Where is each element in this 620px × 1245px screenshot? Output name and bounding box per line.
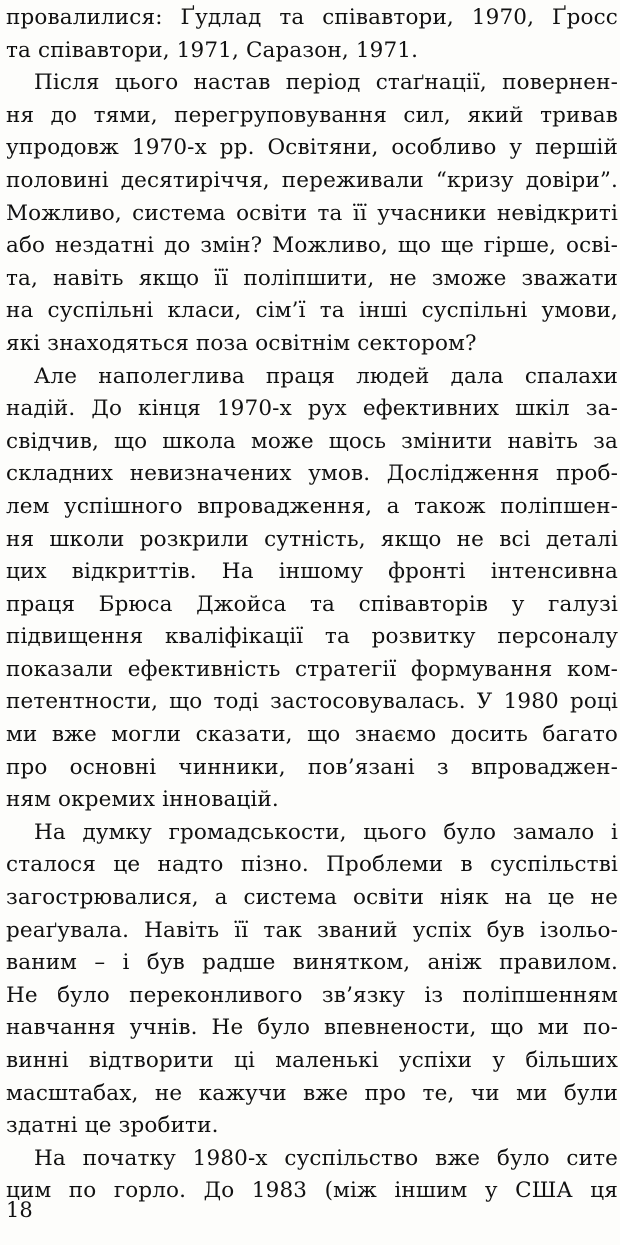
text-line: підвищення кваліфікації та розвитку персоналу xyxy=(6,624,618,650)
body-text xyxy=(6,2,618,1208)
text-line: реаґувала. Навіть її так званий успіх був ізольо- xyxy=(6,917,618,943)
text-line: провалилися: Ґудлад та співавтори, 1970, Ґросс xyxy=(6,5,618,30)
text-line: праця Брюса Джойса та співавторів у галузі xyxy=(6,591,618,617)
text-line: про основні чинники, пов’язані з впроваджен- xyxy=(6,754,618,780)
text-line: масштабах, не кажучи вже про те, чи ми були xyxy=(6,1080,618,1106)
text-line: навчання учнів. Не було впевнености, що ми по- xyxy=(6,1015,618,1041)
page-number: 18 xyxy=(6,1198,33,1222)
text-line: та, навіть якщо її поліпшити, не зможе зважати xyxy=(6,265,618,291)
text-line: винні відтворити ці маленькі успіхи у більших xyxy=(6,1048,618,1073)
text-line: або нездатні до змін? Можливо, що ще гірше, осві- xyxy=(6,233,618,259)
text-line: надій. До кінця 1970-х рух ефективних шкіл за- xyxy=(6,396,618,422)
text-line: ням окремих інновацій. xyxy=(6,787,279,813)
text-line: цим по горло. До 1983 (між іншим у США ця xyxy=(6,1178,618,1204)
text-line: загострювалися, а система освіти ніяк на це не xyxy=(6,885,618,911)
text-line: петентности, що тоді застосовувалась. У 1980 році xyxy=(6,689,618,715)
text-line: половині десятиріччя, переживали “кризу довіри”. xyxy=(6,167,618,193)
text-line: Можливо, система освіти та її учасники невідкриті xyxy=(6,200,618,226)
text-line: Не було переконливого зв’язку із поліпшенням xyxy=(6,982,618,1008)
text-line: сталося це надто пізно. Проблеми в суспільстві xyxy=(6,852,618,878)
text-line: ваним – і був радше винятком, аніж правилом. xyxy=(6,950,618,976)
text-line: Але наполеглива праця людей дала спалахи xyxy=(34,363,618,389)
text-line: показали ефективність стратегії формування ком- xyxy=(6,656,618,682)
text-line: та співавтори, 1971, Саразон, 1971. xyxy=(6,37,419,63)
text-line: свідчив, що школа може щось змінити навіть за xyxy=(6,428,618,454)
text-line: Після цього настав період стаґнації, повернен- xyxy=(34,70,618,96)
text-line: які знаходяться поза освітнім сектором? xyxy=(6,330,477,356)
text-line: здатні це зробити. xyxy=(6,1113,219,1139)
text-line: На початку 1980-х суспільство вже було сите xyxy=(34,1145,618,1171)
text-line: ня школи розкрили сутність, якщо не всі деталі xyxy=(6,526,618,552)
text-line: цих відкриттів. На іншому фронті інтенсивна xyxy=(6,559,618,585)
text-line: На думку громадськости, цього було замало і xyxy=(34,819,618,845)
text-line: складних невизначених умов. Дослідження проб- xyxy=(6,461,618,487)
text-line: ня до тями, перегруповування сил, який тривав xyxy=(6,102,618,128)
text-line: ми вже могли сказати, що знаємо досить багато xyxy=(6,722,618,748)
text-line: лем успішного впровадження, а також поліпшен- xyxy=(6,493,618,519)
text-line: упродовж 1970-х рр. Освітяни, особливо у першій xyxy=(6,135,618,161)
text-line: на суспільні класи, сім’ї та інші суспільні умови, xyxy=(6,298,618,324)
